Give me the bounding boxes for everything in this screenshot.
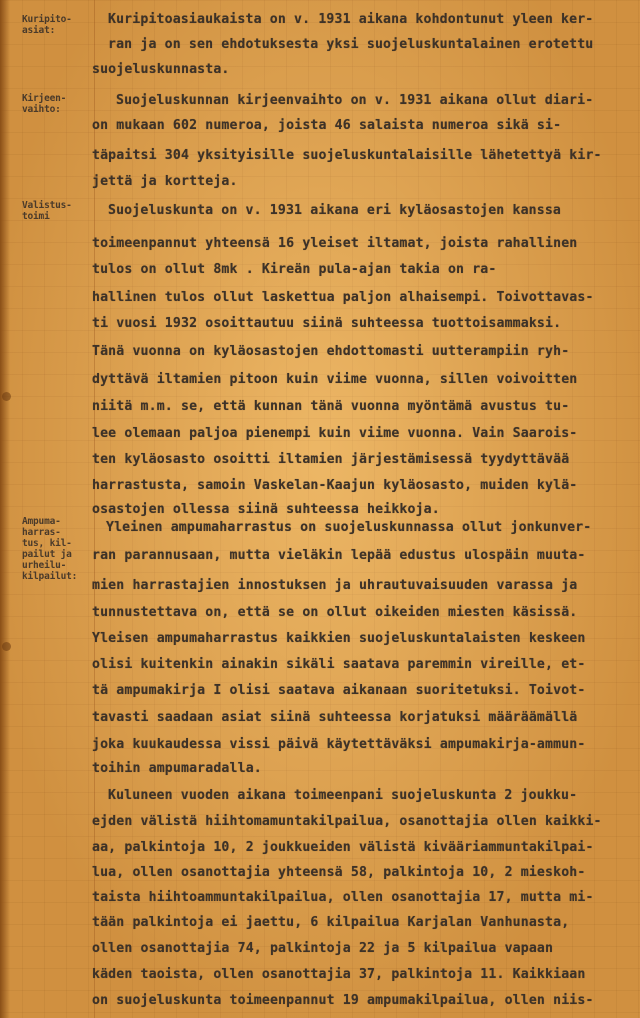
text-line: tään palkintoja ei jaettu, 6 kilpailua Karjalan Vanhunasta, (92, 915, 570, 930)
text-line: Kuluneen vuoden aikana toimeenpani suojeluskunta 2 joukku- (108, 788, 578, 803)
text-line: tunnustettava on, että se on ollut oikeiden miesten käsissä. (92, 605, 578, 620)
text-line: Kuripitoasiaukaista on v. 1931 aikana kohdontunut yleen ker- (108, 12, 594, 27)
section-label: Ampuma- harras- tus, kil- pailut ja urheilu- kilpailut: (22, 516, 78, 582)
text-line: ran parannusaan, mutta vieläkin lepää edustus ulospäin muuta- (92, 548, 586, 563)
text-line: aa, palkintoja 10, 2 joukkueiden välistä kivääriammuntakilpai- (92, 840, 594, 855)
text-line: jettä ja kortteja. (92, 174, 238, 189)
punch-hole (2, 642, 11, 651)
text-line: on mukaan 602 numeroa, joista 46 salaista numeroa sikä si- (92, 118, 562, 133)
text-line: käden taoista, ollen osanottajia 37, palkintoja 11. Kaikkiaan (92, 967, 586, 982)
text-line: ollen osanottajia 74, palkintoja 22 ja 5 kilpailua vapaan (92, 941, 554, 956)
section-label: Kirjeen- vaihto: (22, 93, 67, 115)
text-line: toimeenpannut yhteensä 16 yleiset iltamat, joista rahallinen (92, 236, 578, 251)
text-line: taista hiihtoammuntakilpailua, ollen osanottajia 17, mutta mi- (92, 890, 594, 905)
text-line: Tänä vuonna on kyläosastojen ehdottomasti uutterampiin ryh- (92, 344, 570, 359)
text-line: harrastusta, samoin Vaskelan-Kaajun kyläosasto, muiden kylä- (92, 478, 578, 493)
punch-hole (2, 392, 11, 401)
text-line: osastojen ollessa siinä suhteessa heikkoja. (92, 502, 440, 517)
text-line: lua, ollen osanottajia yhteensä 58, palkintoja 10, 2 mieskoh- (92, 865, 586, 880)
text-line: niitä m.m. se, että kunnan tänä vuonna myöntämä avustus tu- (92, 399, 570, 414)
text-line: Yleinen ampumaharrastus on suojeluskunnassa ollut jonkunver- (106, 520, 592, 535)
text-line: hallinen tulos ollut laskettua paljon alhaisempi. Toivottavas- (92, 290, 594, 305)
text-line: Suojeluskunnan kirjeenvaihto on v. 1931 aikana ollut diari- (116, 93, 594, 108)
text-line: ran ja on sen ehdotuksesta yksi suojeluskuntalainen erotettu (108, 37, 594, 52)
text-line: suojeluskunnasta. (92, 62, 230, 77)
text-line: joka kuukaudessa vissi päivä käytettäväksi ampumakirja-ammun- (92, 737, 586, 752)
text-line: toihin ampumaradalla. (92, 761, 262, 776)
section-label: Kuripito- asiat: (22, 14, 72, 36)
text-line: Yleisen ampumaharrastus kaikkien suojeluskuntalaisten keskeen (92, 631, 586, 646)
text-line: täpaitsi 304 yksityisille suojeluskuntalaisille lähetettyä kir- (92, 148, 602, 163)
text-line: ejden välistä hiihtomamuntakilpailua, osanottajia ollen kaikki- (92, 814, 602, 829)
text-line: Suojeluskunta on v. 1931 aikana eri kyläosastojen kanssa (108, 203, 562, 218)
text-line: ten kyläosasto osoitti iltamien järjestämisessä tyydyttävää (92, 452, 570, 467)
text-line: tulos on ollut 8mk . Kireän pula-ajan takia on ra- (92, 262, 497, 277)
binding-shadow (0, 0, 10, 1018)
text-line: tavasti saadaan asiat siinä suhteessa korjatuksi määräämällä (92, 710, 578, 725)
text-line: ti vuosi 1932 osoittautuu siinä suhteessa tuottoisammaksi. (92, 316, 562, 331)
text-line: tä ampumakirja I olisi saatava aikanaan suoritetuksi. Toivot- (92, 683, 586, 698)
text-line: dyttävä iltamien pitoon kuin viime vuonna, sillen voivoitten (92, 372, 578, 387)
text-line: olisi kuitenkin ainakin sikäli saatava paremmin vireille, et- (92, 657, 586, 672)
section-label: Valistus- toimi (22, 200, 72, 222)
text-line: mien harrastajien innostuksen ja uhrautuvaisuuden varassa ja (92, 578, 578, 593)
text-line: lee olemaan paljoa pienempi kuin viime vuonna. Vain Saarois- (92, 426, 578, 441)
text-line: on suojeluskunta toimeenpannut 19 ampumakilpailua, ollen niis- (92, 993, 594, 1008)
